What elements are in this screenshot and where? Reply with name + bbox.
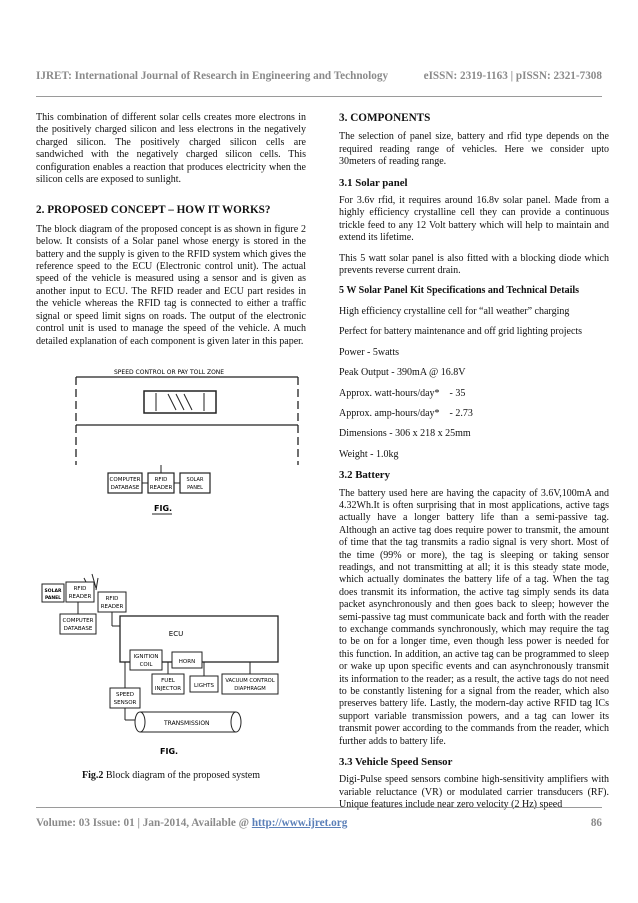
spec-line: Approx. amp-hours/day* - 2.73 (339, 407, 473, 419)
figure-bottom (36, 570, 306, 760)
running-footer (36, 817, 602, 829)
lights-label: LIGHTS (194, 683, 214, 689)
issn: eISSN: 2319-1163 | pISSN: 2321-7308 (423, 70, 602, 82)
spec-line: Perfect for battery maintenance and off grid lighting projects (339, 326, 583, 338)
transmission-label: TRANSMISSION (164, 720, 210, 727)
reader-label: READER (149, 485, 173, 491)
figure-top-label: FIG. (154, 504, 173, 513)
footer-volume-text: Volume: 03 Issue: 01 | Jan-2014, Available @ (36, 817, 252, 829)
caption-label: Fig.2 (81, 770, 104, 781)
spec-line: Weight - 1.0kg (339, 448, 399, 460)
intro-paragraph: This combination of different solar cells creates more electrons in the positively charged silicon and less electrons in the negatively charged silicon. The positively charged silicon cells are sandwiched with the negatively charged silicon cells. This configuration enables a reaction that produces electricity when the silicon cells are exposed to sunlight. (36, 112, 306, 186)
panel-label: PANEL (44, 596, 62, 601)
spec-title: 5 W Solar Panel Kit Specifications and Technical Details (339, 285, 580, 297)
coil-label: COIL (139, 662, 153, 668)
computer-label: COMPUTER (62, 618, 94, 624)
diaphragm-label: DIAPHRAGM (234, 686, 266, 692)
section-3-2-paragraph: The battery used here are having the capacity of 3.6V,100mA and 4.32Wh.It is often surprising that in most applications, active tags actually have a longer battery life than a semi-passive tag. Although an active tag does require power to transmit, the amount of time that the tag transmits a radio signal is very short. Most of the time (99% or more), the tag is sleeping or taking sensor readings, and not transmitting at all; it is this steady state mode, which actually dominates the battery life of a tag. When the tag does transmit its information, the active tag simply sends its data packet asynchronously and then goes back to sleep; however the semi-passive tag must communicate back and forth with the reader to exchange commands synchronously, which may require the tag to be on for a longer time, even though less power is needed for this function. In addition, an active tag can be programmed to sleep or wake up upon specific events and can asynchronously transmit its information to the reader; as a result, the active tags do not need to be constantly listening for a signal from the reader, which also preserves battery life. Lastly, the modern-day active RFID tag ICs support variable transmission powers, and a tag can lower its transmit power according to the commands from the reader, which further adds to battery life. (339, 487, 609, 747)
journal-title: IJRET: International Journal of Research in Engineering and Technology (36, 70, 389, 82)
section-3-3-heading: 3.3 Vehicle Speed Sensor (339, 756, 453, 769)
section-3-2-heading: 3.2 Battery (339, 469, 390, 482)
figure-caption (36, 770, 306, 781)
spec-line: Dimensions - 306 x 218 x 25mm (339, 428, 471, 440)
reader-label: READER (68, 594, 92, 600)
speed-label: SPEED (116, 692, 134, 698)
panel-label: PANEL (187, 485, 203, 491)
section-3-1-paragraph-2: This 5 watt solar panel is also fitted with a blocking diode which prevents reverse current drain. (339, 252, 609, 277)
rfid-label: RFID (73, 586, 87, 592)
spec-line: Power - 5watts (339, 346, 399, 358)
spec-list (339, 306, 609, 461)
solar-label: SOLAR (44, 589, 62, 594)
left-column (36, 112, 306, 356)
zone-label: SPEED CONTROL OR PAY TOLL ZONE (114, 369, 225, 376)
solar-label: SOLAR (186, 477, 204, 483)
running-header (36, 70, 602, 82)
page-number: 86 (590, 817, 602, 829)
spec-line: Approx. watt-hours/day* - 35 (339, 387, 466, 399)
horn-label: HORN (178, 659, 196, 665)
footer-volume (36, 817, 347, 829)
footer-rule (36, 807, 602, 808)
ignition-label: IGNITION (133, 654, 159, 660)
section-3-3-paragraph: Digi-Pulse speed sensors combine high-sensitivity amplifiers with variable reluctance (VR) or modulated carrier transducers (RF). Unique features include near zero velocity (2 Hz) speed (339, 774, 609, 811)
section-3-paragraph: The selection of panel size, battery and rfid type depends on the required reading range of vehicles. Here we consider upto 30meters of reading range. (339, 131, 609, 168)
figure-top (36, 365, 306, 525)
section-3-1-heading: 3.1 Solar panel (339, 176, 408, 189)
figure-bottom-diagram (36, 570, 306, 760)
computer-label: COMPUTER (109, 477, 141, 483)
caption-text: Block diagram of the proposed system (103, 770, 261, 781)
section-3-heading: 3. COMPONENTS (339, 112, 431, 124)
section-2-paragraph: The block diagram of the proposed concept is as shown in figure 2 below. It consists of a Solar panel whose energy is stored in the battery and the supply is given to the RFID system which gives the reference speed to the ECU (Electronic control unit). The actual speed of the vehicle is measured using a sensor and is given as another input to ECU. The RFID reader and ECU part resides in the vehicle whereas the RFID tag is connected to either a traffic signal or speed limit signs on roads. The output of the electronic control unit is used to manage the speed of the vehicle. A much detailed explanation of each component is given later in this paper. (36, 223, 306, 347)
section-3-1-paragraph-1: For 3.6v rfid, it requires around 16.8v solar panel. Made from a highly efficiency crystalline cell they can provide a continuous trickle feed to any 12 Volt battery which will help to maintain and extend its lifetime. (339, 195, 609, 244)
ecu-label: ECU (168, 630, 184, 638)
fuel-label: FUEL (161, 678, 175, 684)
rfid-label: RFID (154, 477, 168, 483)
transmission-shaft-icon (135, 712, 145, 732)
figure-top-diagram (36, 365, 306, 525)
vacuum-label: VACUUM CONTROL (225, 678, 275, 684)
injector-label: INJECTOR (154, 686, 182, 692)
right-column (339, 112, 609, 820)
database-label: DATABASE (110, 485, 140, 491)
rfid-label-2: RFID (105, 596, 119, 602)
header-rule (36, 96, 602, 97)
figure-bottom-label: FIG. (160, 747, 179, 756)
spec-line: High efficiency crystalline cell for “all weather” charging (339, 305, 570, 317)
spec-line: Peak Output - 390mA @ 16.8V (339, 367, 466, 379)
database-label: DATABASE (63, 626, 93, 632)
reader-label-2: READER (100, 604, 124, 610)
sensor-label: SENSOR (113, 700, 137, 706)
journal-link[interactable]: http://www.ijret.org (251, 817, 348, 829)
section-2-heading: 2. PROPOSED CONCEPT – HOW IT WORKS? (36, 204, 271, 217)
